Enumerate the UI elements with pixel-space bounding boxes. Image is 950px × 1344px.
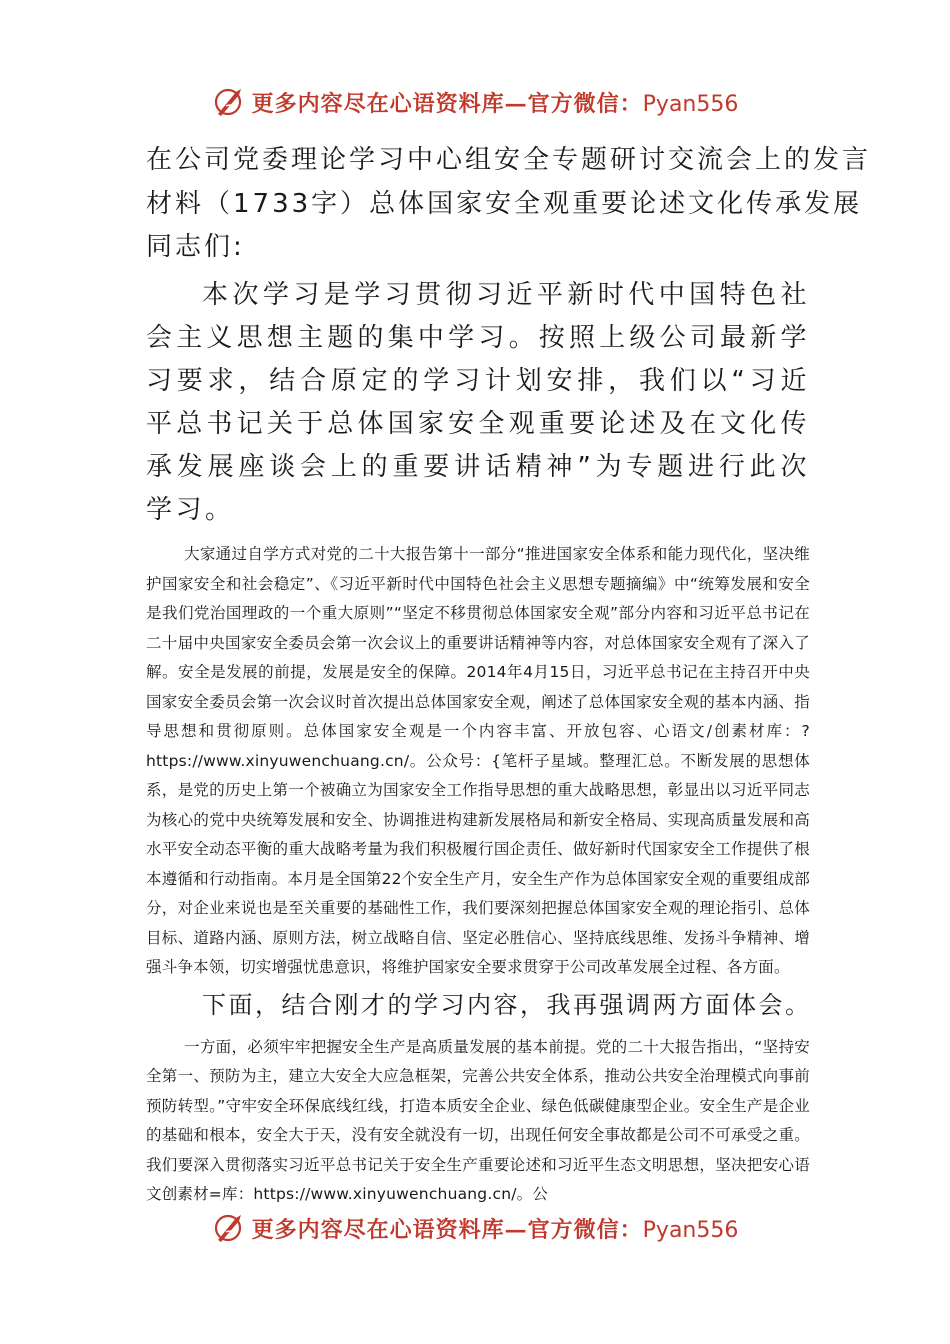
header-banner (0, 80, 950, 124)
header-banner-account: Pyan556 (642, 91, 739, 117)
pen-circle-logo-icon (212, 84, 248, 120)
greeting: 同志们: (146, 232, 245, 262)
footer-banner-account: Pyan556 (642, 1217, 739, 1243)
document-title-line-2: 材料（1733字）总体国家安全观重要论述文化传承发展 (146, 189, 863, 219)
pen-circle-logo-icon (212, 1210, 248, 1246)
footer-banner (0, 1206, 950, 1250)
body-paragraph-1: 大家通过自学方式对党的二十大报告第十一部分“推进国家安全体系和能力现代化，坚决维护国家安全和社会稳定”、《习近平新时代中国特色社会主义思想专题摘编》中“统筹发展和安全是我们党治国理政的一个重大原则”“坚定不移贯彻总体国家安全观”部分内容和习近平总书记在二十届中央国家安全委员会第一次会议上的重要讲话精神等内容，对总体国家安全观有了深入了解。安全是发展的前提，发展是安全的保障。2014年4月15日，习近平总书记在主持召开中央国家安全委员会第一次会议时首次提出总体国家安全观，阐述了总体国家安全观的基本内涵、指导思想和贯彻原则。总体国家安全观是一个内容丰富、开放包容、心语文/创素材库：?https://www.xinyuwenchuang.cn/。公众号：{笔杆子星域。整理汇总。不断发展的思想体系，是党的历史上第一个被确立为国家安全工作指导思想的重大战略思想，彰显出以习近平同志为核心的党中央统筹发展和安全、协调推进构建新发展格局和新安全格局、实现高质量发展和高水平安全动态平衡的重大战略考量为我们积极履行国企责任、做好新时代国家安全工作提供了根本遵循和行动指南。本月是全国第22个安全生产月，安全生产作为总体国家安全观的重要组成部分，对企业来说也是至关重要的基础性工作，我们要深刻把握总体国家安全观的理论指引、总体目标、道路内涵、原则方法，树立战略自信、坚定必胜信心、坚持底线思维、发扬斗争精神、增强斗争本领，切实增强忧患意识，将维护国家安全要求贯穿于公司改革发展全过程、各方面。 (146, 545, 810, 976)
body-paragraph-2: 一方面，必须牢牢把握安全生产是高质量发展的基本前提。党的二十大报告指出，“坚持安全第一、预防为主，建立大安全大应急框架，完善公共安全体系，推动公共安全治理模式向事前预防转型。”守牢安全环保底线红线，打造本质安全企业、绿色低碳健康型企业。安全生产是企业的基础和根本，安全大于天，没有安全就没有一切，出现任何安全事故都是公司不可承受之重。我们要深入贯彻落实习近平总书记关于安全生产重要论述和习近平生态文明思想，坚决把安心语文创素材=库：https://www.xinyuwenchuang.cn/。公 (146, 1037, 810, 1203)
header-banner-label: 更多内容尽在心语资料库—官方微信： (251, 90, 643, 117)
header-banner-text (252, 87, 739, 118)
document-title-line-1: 在公司党委理论学习中心组安全专题研讨交流会上的发言 (146, 145, 872, 175)
intro-paragraph: 本次学习是学习贯彻习近平新时代中国特色社会主义思想主题的集中学习。按照上级公司最新学习要求，结合原定的学习计划安排，我们以“习近平总书记关于总体国家安全观重要论述及在文化传承发展座谈会上的重要讲话精神”为专题进行此次学习。 (146, 280, 810, 525)
section-heading: 下面，结合刚才的学习内容，我再强调两方面体会。 (202, 990, 812, 1019)
footer-banner-label: 更多内容尽在心语资料库—官方微信： (251, 1216, 643, 1243)
document-body (146, 138, 872, 1210)
footer-banner-text (252, 1213, 739, 1244)
